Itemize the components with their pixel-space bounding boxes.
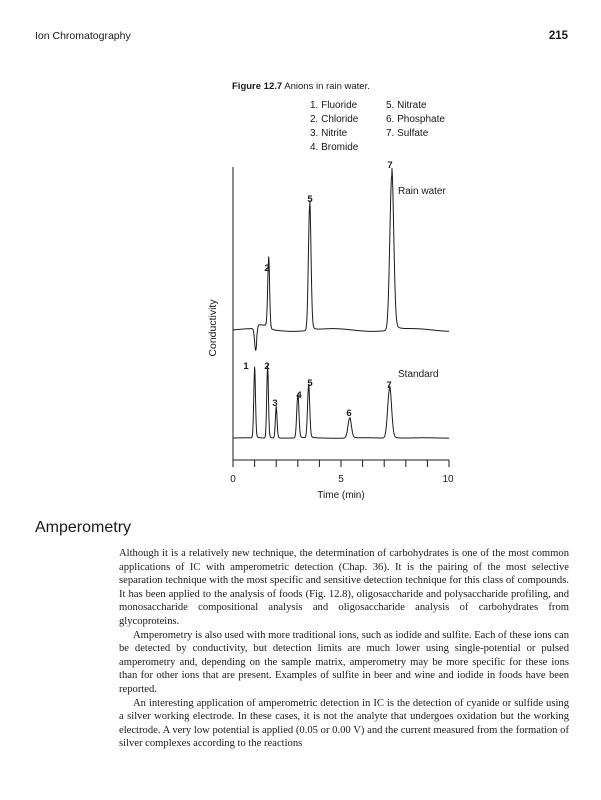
- peak-label-std-phosphate: 6: [346, 408, 352, 419]
- peak-label-std-nitrite: 3: [272, 398, 278, 409]
- x-tick-label-5: 5: [338, 474, 344, 485]
- x-axis-title: Time (min): [317, 490, 365, 501]
- figure-label: Figure 12.7: [232, 81, 283, 92]
- figure-caption-text: Anions in rain water.: [284, 81, 370, 92]
- series-label-standard: Standard: [398, 369, 439, 380]
- page-number: 215: [548, 30, 568, 42]
- peak-label-rain-sulfate: 7: [387, 160, 393, 171]
- peak-label-std-bromide: 4: [296, 390, 302, 401]
- x-tick-label-0: 0: [230, 474, 236, 485]
- peak-label-rain-chloride: 2: [264, 263, 270, 274]
- legend-item-sulfate: 7. Sulfate: [386, 128, 429, 139]
- x-axis-ticks: [233, 460, 449, 467]
- legend-item-nitrite: 3. Nitrite: [310, 128, 348, 139]
- legend-item-chloride: 2. Chloride: [310, 114, 359, 125]
- legend-item-fluoride: 1. Fluoride: [310, 100, 358, 111]
- legend-item-bromide: 4. Bromide: [310, 142, 359, 153]
- series-label-rain-water: Rain water: [398, 186, 446, 197]
- peak-label-std-chloride: 2: [264, 361, 270, 372]
- paragraph: An interesting application of amperometric detection in IC is the detection of cyanide or sulfide using a silver working electrode. In these cases, it is not the analyte that undergoes oxidation but the working electrode. A very low potential is applied (0.05 or 0.00 V) and the current measured from the formation of silver complexes according to the reactions: [119, 697, 569, 750]
- legend-item-phosphate: 6. Phosphate: [386, 114, 445, 125]
- legend-item-nitrate: 5. Nitrate: [386, 100, 427, 111]
- peak-label-std-sulfate: 7: [386, 380, 392, 391]
- running-head-title: Ion Chromatography: [35, 30, 131, 42]
- x-tick-label-10: 10: [442, 474, 454, 485]
- section-heading: Amperometry: [35, 519, 132, 536]
- paragraph: Although it is a relatively new technique, the determination of carbohydrates is one of the most common applications of IC with amperometric detection (Chap. 36). It is the pairing of the most selective separation technique with the most specific and sensitive detection technique for this class of compounds. It has been applied to the analysis of foods (Fig. 12.8), oligosaccharide and polysaccharide profiling, and monosaccharide compositional analysis and oligosaccharide analysis of carbohydrates from glycoproteins.: [119, 548, 569, 627]
- body-text: [119, 547, 569, 751]
- peak-label-std-nitrate: 5: [307, 378, 313, 389]
- paragraph: Amperometry is also used with more traditional ions, such as iodide and sulfite. Each of these ions can be detected by conductivity, but detection limits are much lower using single-potential or pulsed amperometry and, depending on the sample matrix, amperometry may be more specific for these ions than for other ions that are present. Examples of sulfite in beer and wine and iodide in foods have been reported.: [119, 629, 569, 695]
- y-axis-title: Conductivity: [207, 299, 219, 357]
- peak-label-rain-nitrate: 5: [307, 194, 313, 205]
- peak-label-std-fluoride: 1: [243, 361, 249, 372]
